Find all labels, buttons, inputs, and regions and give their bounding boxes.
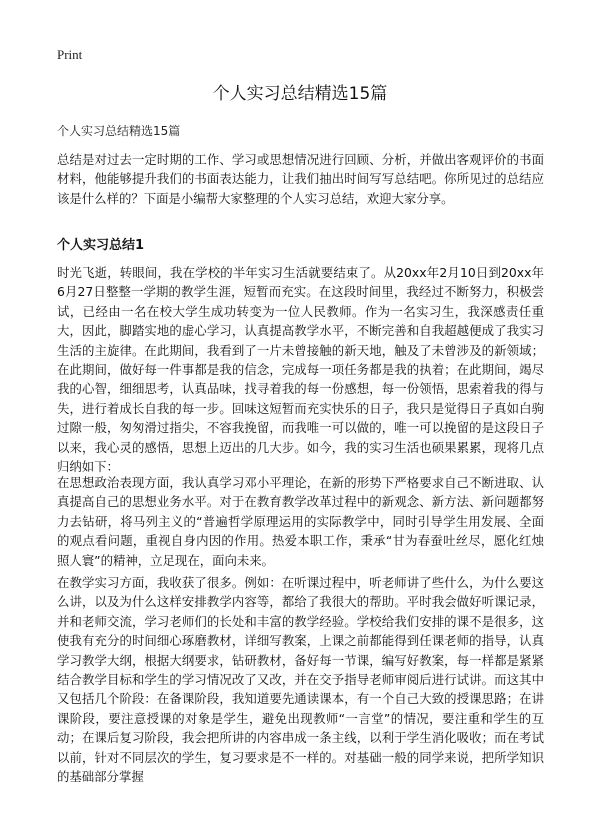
print-link[interactable]: Print <box>57 47 83 62</box>
intro-paragraph: 总结是对过去一定时期的工作、学习或思想情况进行回顾、分析，并做出客观评价的书面材料，他能够提升我们的书面表达能力，让我们抽出时间写写总结吧。你所见过的总结应该是什么样的？下面是小编帮大家整理的个人实习总结，欢迎大家分享。 <box>57 152 544 206</box>
body-paragraph-3: 在教学实习方面，我收获了很多。例如：在听课过程中，听老师讲了些什么，为什么要这么讲，以及为什么这样安排教学内容等，都给了我很大的帮助。平时我会做好听课记录，并和老师交流，学习老师们的长处和丰富的教学经验。学校给我们安排的课不是很多，这使我有充分的时间细心琢磨教材，详细写教案，上课之前都能得到任课老师的指导，认真学习教学大纲，根据大纲要求，钻研教材，备好每一节课，编写好教案，每一样都是紧紧结合教学目标和学生的学习情况改了又改，并在交予指导老师审阅后进行试讲。而这其中又包括几个阶段：在备课阶段，我知道要先通读课本，有一个自己大致的授课思路；在讲课阶段，要注意授课的对象是学生，避免出现教师“一言堂”的情况，要注重和学生的互动；在课后复习阶段，我会把所讲的内容串成一条主线，以利于学生消化吸收；而在考试以前，针对不同层次的学生，复习要求是不一样的。对基础一般的同学来说，把所学知识的基础部分掌握 <box>57 575 544 785</box>
body-paragraph-2: 在思想政治表现方面，我认真学习邓小平理论，在新的形势下严格要求自己不断进取、认真提高自己的思想业务水平。对于在教育教学改革过程中的新观念、新方法、新问题都努力去钻研，将马列主义的“普遍哲学原理运用的实际教学中，同时引导学生用发展、全面的观点看问题，重视自身内因的作用。热爱本职工作，秉承“甘为春蚕吐丝尽，愿化红烛照人寰”的精神，立足现在，面向未来。 <box>57 475 544 568</box>
section-heading: 个人实习总结1 <box>57 238 145 253</box>
document-subtitle: 个人实习总结精选15篇 <box>57 124 181 138</box>
body-paragraph-1: 时光飞逝，转眼间，我在学校的半年实习生活就要结束了。从20xx年2月10日到20xx年6月27日整整一学期的教学生涯，短暂而充实。在这段时间里，我经过不断努力，积极尝试，已经由一名在校大学生成功转变为一位人民教师。作为一名实习生，我深感责任重大，因此，脚踏实地的虚心学习，认真提高教学水平，不断完善和自我超越便成了我实习生活的主旋律。在此期间，我看到了一片未曾接触的新天地，触及了未曾涉及的新领域；在此期间，做好每一件事都是我的信念，完成每一项任务都是我的执着；在此期间，竭尽我的心智，细细思考，认真品味，找寻着我的每一份感想，每一份领悟，思索着我的得与失，进行着成长自我的每一步。回味这短暂而充实快乐的日子，我只是觉得日子真如白驹过隙一般，匆匆滑过指尖，不容我挽留，而我唯一可以做的，唯一可以挽留的是这段日子以来，我心灵的感悟，思想上迈出的几大步。如今，我的实习生活也硕果累累，现将几点归纳如下： <box>57 265 544 475</box>
document-title: 个人实习总结精选15篇 <box>212 84 388 104</box>
